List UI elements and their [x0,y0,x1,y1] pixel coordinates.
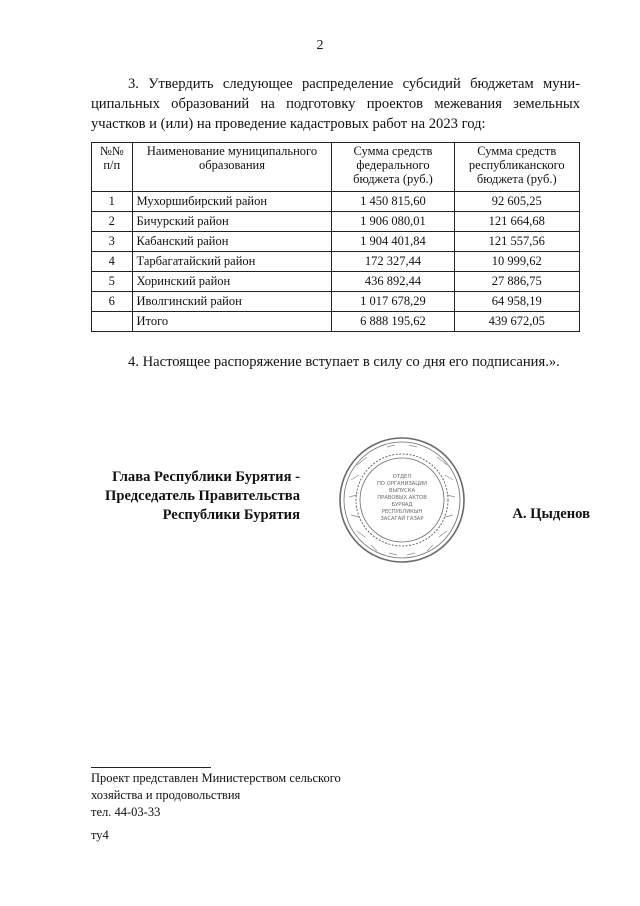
row-municipality: Иволгинский район [132,292,332,312]
paragraph-3: 3. Утвердить следующее распределение субсидий бюджетам муни-ципальных образований на подготовку проектов межевания земельных участков и (или) на проведение кадастровых работ на 2023 год: [91,76,580,132]
document-code: ту4 [91,828,109,842]
footnote-line: тел. 44-03-33 [91,805,161,819]
footnote-divider [91,767,211,768]
row-republic-sum: 121 557,56 [454,232,580,252]
total-republic-sum: 439 672,05 [454,312,580,332]
header-federal-sum: Сумма средств федерального бюджета (руб.) [332,143,454,192]
row-federal-sum: 1 904 401,84 [332,232,454,252]
seal-text: ЗАСАГАЙ ГАЗАР [380,516,424,522]
row-republic-sum: 92 605,25 [454,192,580,212]
seal-text: ОТДЕЛ [392,474,412,480]
row-federal-sum: 1 906 080,01 [332,212,454,232]
row-municipality: Хоринский район [132,272,332,292]
row-num: 1 [92,192,133,212]
row-municipality: Бичурский район [132,212,332,232]
paragraph-4: 4. Настоящее распоряжение вступает в силу со дня его подписания.». [128,354,560,370]
seal-text: РЕСПУБЛИКЫН [381,509,423,515]
table-total-row [92,312,580,332]
table-row [92,252,580,272]
header-num: №№ п/п [92,143,133,192]
total-label: Итого [132,312,332,332]
total-num-empty [92,312,133,332]
signer-name: А. Цыденов [512,506,590,522]
row-federal-sum: 172 327,44 [332,252,454,272]
signer-title [60,468,300,525]
row-num: 4 [92,252,133,272]
official-seal [337,435,467,565]
row-republic-sum: 121 664,68 [454,212,580,232]
row-num: 6 [92,292,133,312]
header-municipality: Наименование муниципального образования [132,143,332,192]
signer-title-line: Республики Бурятия [162,507,300,523]
row-municipality: Мухоршибирский район [132,192,332,212]
table-row [92,272,580,292]
row-municipality: Тарбагатайский район [132,252,332,272]
footnote-line: Проект представлен Министерством сельского [91,771,341,785]
row-num: 2 [92,212,133,232]
row-republic-sum: 64 958,19 [454,292,580,312]
table-row [92,192,580,212]
footnote-line: хозяйства и продовольствия [91,788,241,802]
header-republic-sum: Сумма средств республиканского бюджета (руб.) [454,143,580,192]
row-federal-sum: 1 450 815,60 [332,192,454,212]
signer-title-line: Председатель Правительства [104,488,300,504]
row-federal-sum: 1 017 678,29 [332,292,454,312]
seal-text: ВЫПУСКА [388,488,416,494]
seal-text: ПО ОРГАНИЗАЦИИ [376,481,428,487]
row-num: 5 [92,272,133,292]
subsidy-distribution-table [91,142,580,332]
table-row [92,212,580,232]
row-republic-sum: 27 886,75 [454,272,580,292]
seal-text: ПРАВОВЫХ АКТОВ [377,495,427,501]
signer-title-line: Глава Республики Бурятия - [112,469,300,485]
row-municipality: Кабанский район [132,232,332,252]
footnote [91,770,341,821]
row-republic-sum: 10 999,62 [454,252,580,272]
row-federal-sum: 436 892,44 [332,272,454,292]
row-num: 3 [92,232,133,252]
table-row [92,292,580,312]
total-federal-sum: 6 888 195,62 [332,312,454,332]
table-row [92,232,580,252]
table-header-row [92,143,580,192]
page-number: 2 [316,38,324,53]
seal-text: БУРЯАД [391,502,413,508]
